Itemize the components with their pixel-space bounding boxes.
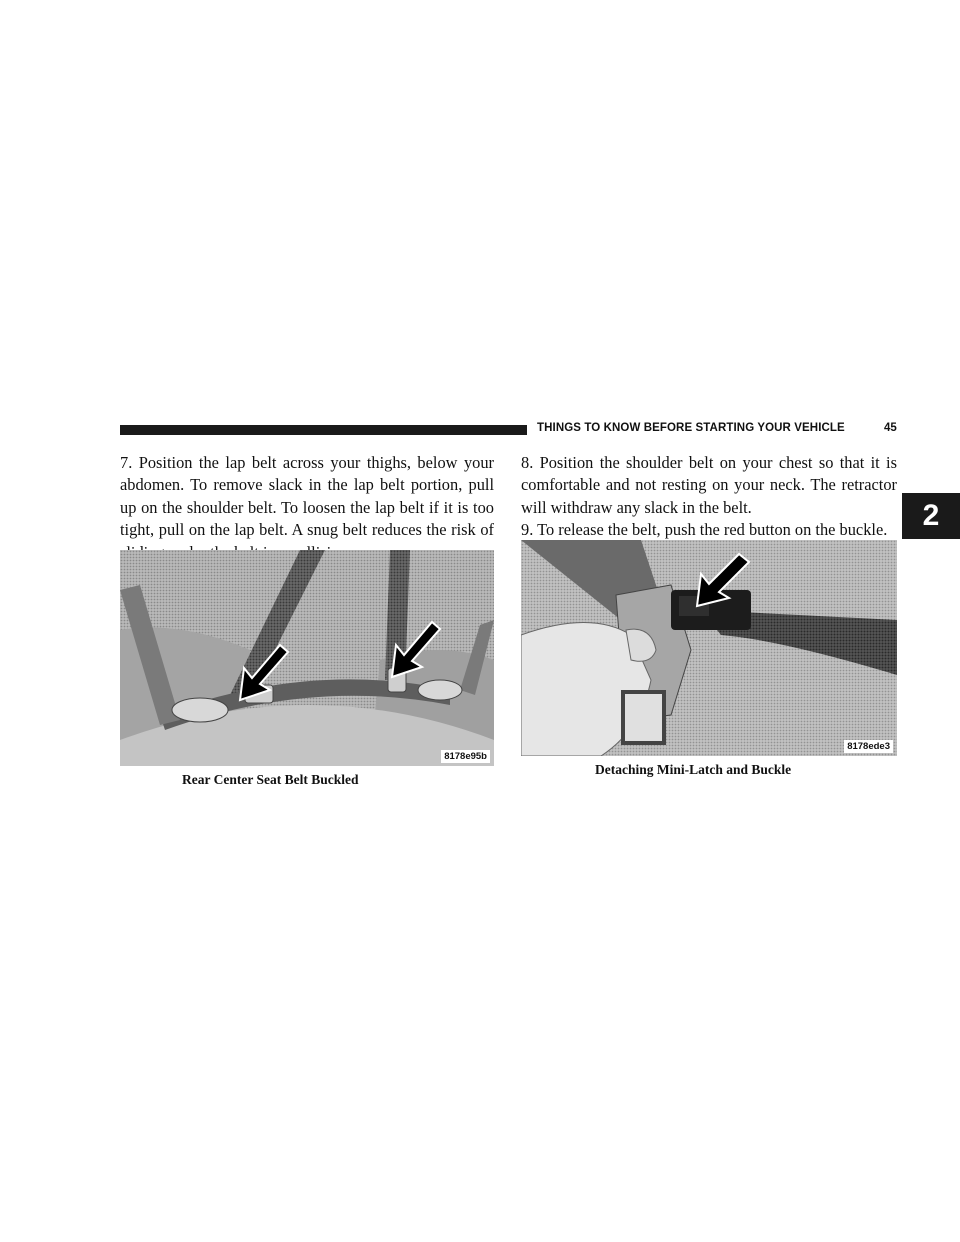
rear-center-seat-belt-figure <box>120 550 494 766</box>
figure-caption-right: Detaching Mini-Latch and Buckle <box>595 762 792 777</box>
step-8-paragraph: 8. Position the shoulder belt on your chest so that it is comfortable and not resting on your neck. The retractor will withdraw any slack in the belt. <box>521 453 897 517</box>
header-rule <box>120 425 527 435</box>
seat-belt-photo <box>120 550 494 766</box>
figure-caption-left: Rear Center Seat Belt Buckled <box>182 772 359 787</box>
mini-latch-buckle-figure <box>521 540 897 756</box>
step-9-paragraph: 9. To release the belt, push the red button on the buckle. <box>521 520 888 539</box>
section-title: THINGS TO KNOW BEFORE STARTING YOUR VEHICLE <box>537 422 845 434</box>
chapter-tab[interactable]: 2 <box>902 493 960 539</box>
figure-code: 8178e95b <box>441 750 490 763</box>
step-7-paragraph: 7. Position the lap belt across your thighs, below your abdomen. To remove slack in the lap belt portion, pull up on the shoulder belt. To loosen the lap belt if it is too tight, pull on the lap belt. A snug belt reduces the risk of <box>120 453 494 540</box>
figure-code: 8178ede3 <box>844 740 893 753</box>
page-number: 45 <box>884 422 897 434</box>
buckle-photo <box>521 540 897 756</box>
